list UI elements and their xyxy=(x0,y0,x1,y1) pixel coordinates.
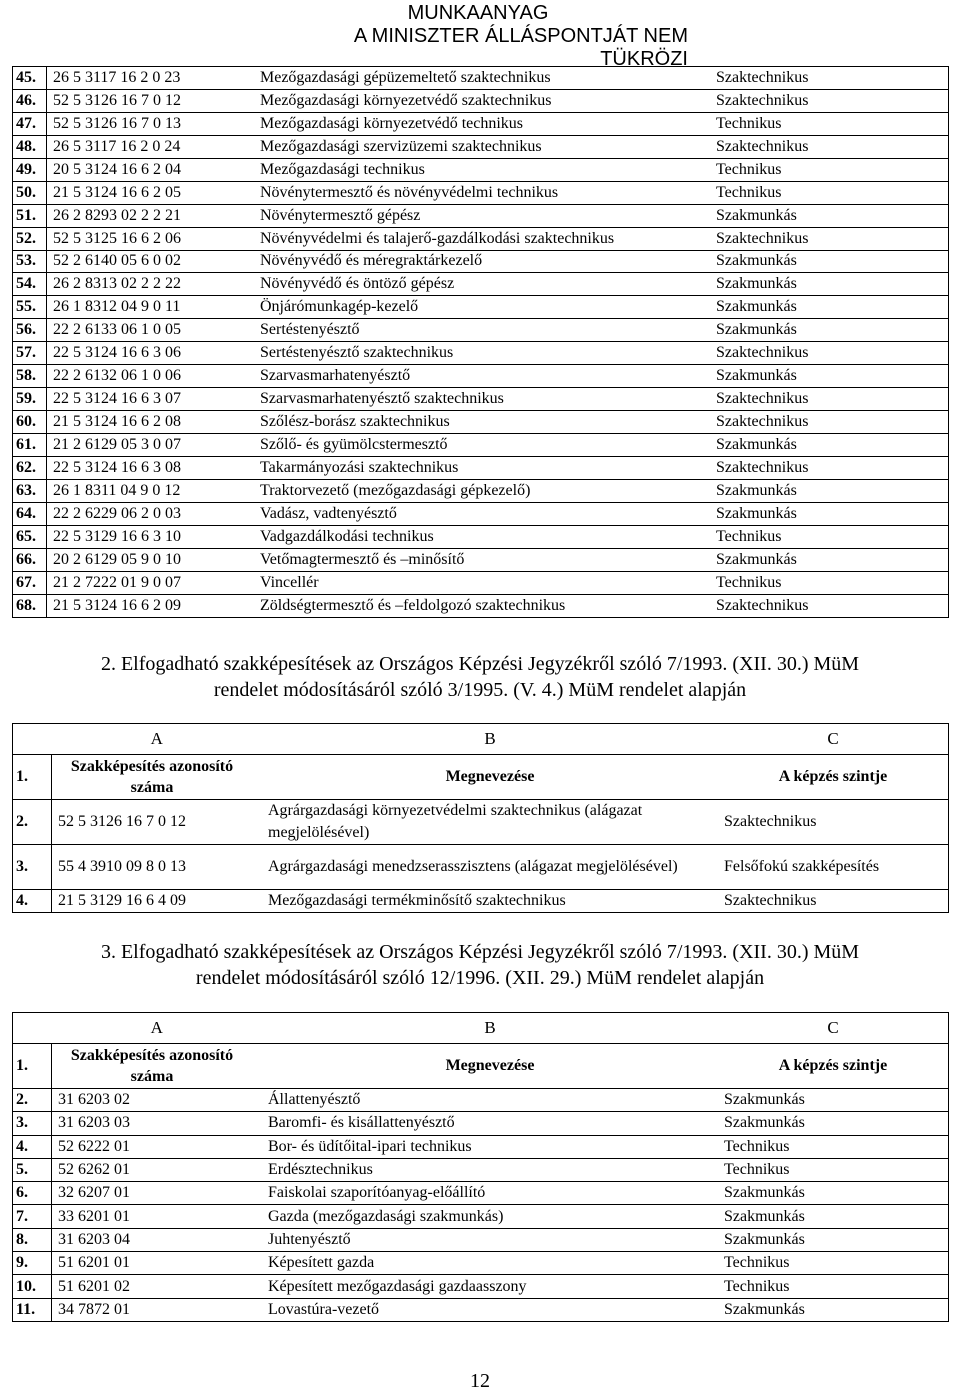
qualification-name: Baromfi- és kisállattenyésztő xyxy=(262,1112,718,1135)
table-row xyxy=(13,571,949,594)
qualification-level: Szakmunkás xyxy=(710,273,949,296)
col-b-letter: B xyxy=(484,1018,496,1037)
qualification-level: Technikus xyxy=(718,1135,949,1158)
row-number: 54. xyxy=(13,273,47,296)
qualification-code: 26 5 3117 16 2 0 23 xyxy=(47,67,255,90)
row-number: 10. xyxy=(13,1275,52,1298)
qualification-name: Növénytermesztő és növényvédelmi technikus xyxy=(254,181,710,204)
page-number: 12 xyxy=(470,1370,490,1392)
qualification-level: Technikus xyxy=(710,158,949,181)
table-row xyxy=(13,135,949,158)
row-number: 59. xyxy=(13,388,47,411)
qualification-code: 52 5 3125 16 6 2 06 xyxy=(47,227,255,250)
qualification-code: 21 5 3124 16 6 2 09 xyxy=(47,594,255,617)
qualification-name: Mezőgazdasági gépüzemeltető szaktechnikus xyxy=(254,67,710,90)
qualification-code: 52 2 6140 05 6 0 02 xyxy=(47,250,255,273)
qualification-code: 34 7872 01 xyxy=(52,1298,263,1321)
header-code: Szakképesítés azonosító száma xyxy=(52,755,263,800)
row-number: 62. xyxy=(13,456,47,479)
row-number: 46. xyxy=(13,89,47,112)
header-level: A képzés szintje xyxy=(718,755,949,800)
table-row xyxy=(13,365,949,388)
qualification-name: Mezőgazdasági termékminősítő szaktechnikus xyxy=(262,890,718,913)
qualification-level: Szaktechnikus xyxy=(710,135,949,158)
qualification-name: Szarvasmarhatenyésztő szaktechnikus xyxy=(254,388,710,411)
qualification-level: Szaktechnikus xyxy=(718,800,949,845)
qualification-code: 26 2 8293 02 2 2 21 xyxy=(47,204,255,227)
row-number: 2. xyxy=(13,800,52,845)
qualification-level: Technikus xyxy=(718,1158,949,1181)
table-row xyxy=(13,89,949,112)
qualification-code: 21 2 6129 05 3 0 07 xyxy=(47,434,255,457)
column-letter-row xyxy=(13,724,949,755)
header-num: 1. xyxy=(13,1044,52,1089)
qualification-level: Technikus xyxy=(710,571,949,594)
row-number: 4. xyxy=(13,890,52,913)
row-number: 51. xyxy=(13,204,47,227)
qualification-name: Bor- és üdítőital-ipari technikus xyxy=(262,1135,718,1158)
qualification-name: Juhtenyésztő xyxy=(262,1228,718,1251)
table-row xyxy=(13,800,949,845)
table-header-row xyxy=(13,1044,949,1089)
table-row xyxy=(13,1228,949,1251)
table-row xyxy=(13,388,949,411)
qualification-name: Vadgazdálkodási technikus xyxy=(254,525,710,548)
table-row xyxy=(13,502,949,525)
row-number: 4. xyxy=(13,1135,52,1158)
header-level: A képzés szintje xyxy=(718,1044,949,1089)
qualification-code: 31 6203 02 xyxy=(52,1089,263,1112)
col-c-letter: C xyxy=(827,729,839,748)
section-2-heading-line1: 2. Elfogadható szakképesítések az Országos Képzési Jegyzékről szóló 7/1993. (XII. 30.) MüM xyxy=(100,653,860,675)
section-3-heading xyxy=(0,939,960,991)
qualification-level: Szakmunkás xyxy=(718,1298,949,1321)
table-row xyxy=(13,1252,949,1275)
col-c-letter: C xyxy=(827,1018,839,1037)
qualification-level: Szakmunkás xyxy=(710,319,949,342)
qualification-level: Technikus xyxy=(718,1275,949,1298)
qualification-name: Szőlő- és gyümölcstermesztő xyxy=(254,434,710,457)
table-row xyxy=(13,342,949,365)
qualification-name: Erdésztechnikus xyxy=(262,1158,718,1181)
qualification-name: Sertéstenyésztő xyxy=(254,319,710,342)
qualification-level: Szakmunkás xyxy=(718,1182,949,1205)
row-number: 58. xyxy=(13,365,47,388)
watermark-line2: A MINISZTER ÁLLÁSPONTJÁT NEM TÜKRÖZI xyxy=(353,25,688,70)
row-number: 6. xyxy=(13,1182,52,1205)
qualification-level: Szakmunkás xyxy=(718,1112,949,1135)
qualification-code: 20 2 6129 05 9 0 10 xyxy=(47,548,255,571)
qualification-name: Szőlész-borász szaktechnikus xyxy=(254,411,710,434)
section-2-heading-line2: rendelet módosításáról szóló 3/1995. (V. 4.) MüM rendelet alapján xyxy=(213,679,747,701)
qualification-level: Szakmunkás xyxy=(718,1205,949,1228)
qualification-code: 52 5 3126 16 7 0 12 xyxy=(52,800,263,845)
qualification-level: Szaktechnikus xyxy=(718,890,949,913)
row-number: 9. xyxy=(13,1252,52,1275)
table-row xyxy=(13,890,949,913)
table-row xyxy=(13,1135,949,1158)
table-row xyxy=(13,250,949,273)
table-row xyxy=(13,434,949,457)
qualification-code: 22 5 3124 16 6 3 06 xyxy=(47,342,255,365)
header-num: 1. xyxy=(13,755,52,800)
table-row xyxy=(13,158,949,181)
qualification-name: Gazda (mezőgazdasági szakmunkás) xyxy=(262,1205,718,1228)
qualification-level: Szaktechnikus xyxy=(710,388,949,411)
qualification-name: Képesített gazda xyxy=(262,1252,718,1275)
qualification-level: Technikus xyxy=(710,112,949,135)
row-number: 49. xyxy=(13,158,47,181)
qualifications-table-3 xyxy=(12,1012,949,1322)
qualification-name: Traktorvezető (mezőgazdasági gépkezelő) xyxy=(254,479,710,502)
qualification-name: Agrárgazdasági menedzserasszisztens (alágazat megjelölésével) xyxy=(262,845,718,890)
col-b-letter: B xyxy=(484,729,496,748)
qualification-level: Szakmunkás xyxy=(718,1089,949,1112)
table-row xyxy=(13,456,949,479)
qualification-name: Mezőgazdasági szervizüzemi szaktechnikus xyxy=(254,135,710,158)
header-name: Megnevezése xyxy=(262,755,718,800)
qualification-level: Szakmunkás xyxy=(710,502,949,525)
qualification-code: 21 5 3124 16 6 2 08 xyxy=(47,411,255,434)
qualification-code: 22 5 3129 16 6 3 10 xyxy=(47,525,255,548)
row-number: 47. xyxy=(13,112,47,135)
qualification-name: Képesített mezőgazdasági gazdaasszony xyxy=(262,1275,718,1298)
qualification-code: 22 2 6229 06 2 0 03 xyxy=(47,502,255,525)
row-number: 55. xyxy=(13,296,47,319)
qualification-level: Szakmunkás xyxy=(710,365,949,388)
qualification-level: Szaktechnikus xyxy=(710,342,949,365)
header-code: Szakképesítés azonosító száma xyxy=(52,1044,263,1089)
table-row xyxy=(13,1112,949,1135)
qualification-level: Szaktechnikus xyxy=(710,594,949,617)
table-row xyxy=(13,181,949,204)
qualification-name: Lovastúra-vezető xyxy=(262,1298,718,1321)
row-number: 7. xyxy=(13,1205,52,1228)
table-row xyxy=(13,594,949,617)
table-row xyxy=(13,296,949,319)
qualification-name: Önjárómunkagép-kezelő xyxy=(254,296,710,319)
qualification-level: Szakmunkás xyxy=(710,548,949,571)
qualification-code: 26 1 8311 04 9 0 12 xyxy=(47,479,255,502)
row-number: 60. xyxy=(13,411,47,434)
col-a-letter: A xyxy=(150,729,163,748)
qualification-code: 51 6201 02 xyxy=(52,1275,263,1298)
col-a-letter: A xyxy=(150,1018,163,1037)
qualification-code: 51 6201 01 xyxy=(52,1252,263,1275)
qualification-level: Szakmunkás xyxy=(710,296,949,319)
qualification-code: 22 5 3124 16 6 3 08 xyxy=(47,456,255,479)
qualification-name: Mezőgazdasági technikus xyxy=(254,158,710,181)
qualifications-table-2 xyxy=(12,723,949,913)
qualification-name: Zöldségtermesztő és –feldolgozó szaktechnikus xyxy=(254,594,710,617)
qualification-code: 32 6207 01 xyxy=(52,1182,263,1205)
table-row xyxy=(13,479,949,502)
qualification-code: 33 6201 01 xyxy=(52,1205,263,1228)
section-3-heading-line2: rendelet módosításáról szóló 12/1996. (XII. 29.) MüM rendelet alapján xyxy=(195,967,765,989)
qualification-name: Szarvasmarhatenyésztő xyxy=(254,365,710,388)
qualification-code: 52 5 3126 16 7 0 13 xyxy=(47,112,255,135)
qualification-code: 20 5 3124 16 6 2 04 xyxy=(47,158,255,181)
table-row xyxy=(13,525,949,548)
qualification-code: 22 5 3124 16 6 3 07 xyxy=(47,388,255,411)
qualification-name: Állattenyésztő xyxy=(262,1089,718,1112)
qualification-code: 21 2 7222 01 9 0 07 xyxy=(47,571,255,594)
watermark-line1: MUNKAANYAG xyxy=(407,2,549,24)
table-row xyxy=(13,548,949,571)
qualification-code: 31 6203 03 xyxy=(52,1112,263,1135)
section-3-heading-line1: 3. Elfogadható szakképesítések az Országos Képzési Jegyzékről szóló 7/1993. (XII. 30.) MüM xyxy=(100,941,860,963)
qualification-code: 21 5 3124 16 6 2 05 xyxy=(47,181,255,204)
qualifications-table-1 xyxy=(12,66,949,618)
qualification-level: Technikus xyxy=(710,525,949,548)
row-number: 67. xyxy=(13,571,47,594)
table-row xyxy=(13,411,949,434)
qualification-code: 52 6262 01 xyxy=(52,1158,263,1181)
qualification-level: Szakmunkás xyxy=(710,250,949,273)
table-row xyxy=(13,67,949,90)
table-row xyxy=(13,1275,949,1298)
qualification-level: Szakmunkás xyxy=(718,1228,949,1251)
row-number: 61. xyxy=(13,434,47,457)
qualification-name: Mezőgazdasági környezetvédő technikus xyxy=(254,112,710,135)
table-row xyxy=(13,1158,949,1181)
column-letter-row xyxy=(13,1013,949,1044)
row-number: 53. xyxy=(13,250,47,273)
qualification-name: Növényvédő és méregraktárkezelő xyxy=(254,250,710,273)
section-2-heading xyxy=(0,651,960,703)
qualification-code: 22 2 6132 06 1 0 06 xyxy=(47,365,255,388)
table-row xyxy=(13,1089,949,1112)
qualification-code: 31 6203 04 xyxy=(52,1228,263,1251)
table-row xyxy=(13,1182,949,1205)
table-row xyxy=(13,112,949,135)
row-number: 45. xyxy=(13,67,47,90)
qualification-name: Agrárgazdasági környezetvédelmi szaktechnikus (alágazat megjelölésével) xyxy=(262,800,718,845)
qualification-code: 52 6222 01 xyxy=(52,1135,263,1158)
qualification-name: Növényvédő és öntöző gépész xyxy=(254,273,710,296)
row-number: 11. xyxy=(13,1298,52,1321)
row-number: 52. xyxy=(13,227,47,250)
qualification-level: Szakmunkás xyxy=(710,479,949,502)
qualification-level: Szaktechnikus xyxy=(710,411,949,434)
qualification-code: 21 5 3129 16 6 4 09 xyxy=(52,890,263,913)
qualification-code: 26 2 8313 02 2 2 22 xyxy=(47,273,255,296)
qualification-name: Sertéstenyésztő szaktechnikus xyxy=(254,342,710,365)
table-row xyxy=(13,204,949,227)
row-number: 57. xyxy=(13,342,47,365)
qualification-name: Takarmányozási szaktechnikus xyxy=(254,456,710,479)
qualification-level: Szaktechnikus xyxy=(710,89,949,112)
qualification-code: 52 5 3126 16 7 0 12 xyxy=(47,89,255,112)
qualification-level: Szaktechnikus xyxy=(710,456,949,479)
qualification-level: Szakmunkás xyxy=(710,204,949,227)
qualification-name: Növényvédelmi és talajerő-gazdálkodási szaktechnikus xyxy=(254,227,710,250)
table-row xyxy=(13,1298,949,1321)
qualification-level: Szakmunkás xyxy=(710,434,949,457)
row-number: 48. xyxy=(13,135,47,158)
row-number: 64. xyxy=(13,502,47,525)
watermark xyxy=(268,2,688,71)
header-name: Megnevezése xyxy=(262,1044,718,1089)
row-number: 3. xyxy=(13,1112,52,1135)
qualification-name: Faiskolai szaporítóanyag-előállító xyxy=(262,1182,718,1205)
qualification-code: 26 5 3117 16 2 0 24 xyxy=(47,135,255,158)
qualification-level: Technikus xyxy=(710,181,949,204)
qualification-name: Növénytermesztő gépész xyxy=(254,204,710,227)
qualification-code: 55 4 3910 09 8 0 13 xyxy=(52,845,263,890)
table-header-row xyxy=(13,755,949,800)
qualification-code: 22 2 6133 06 1 0 05 xyxy=(47,319,255,342)
row-number: 8. xyxy=(13,1228,52,1251)
qualification-code: 26 1 8312 04 9 0 11 xyxy=(47,296,255,319)
row-number: 3. xyxy=(13,845,52,890)
table-row xyxy=(13,273,949,296)
row-number: 63. xyxy=(13,479,47,502)
table-row xyxy=(13,845,949,890)
row-number: 66. xyxy=(13,548,47,571)
table-row xyxy=(13,227,949,250)
qualification-name: Mezőgazdasági környezetvédő szaktechnikus xyxy=(254,89,710,112)
row-number: 50. xyxy=(13,181,47,204)
row-number: 56. xyxy=(13,319,47,342)
qualification-level: Szaktechnikus xyxy=(710,67,949,90)
qualification-name: Vetőmagtermesztő és –minősítő xyxy=(254,548,710,571)
row-number: 5. xyxy=(13,1158,52,1181)
table-row xyxy=(13,319,949,342)
row-number: 68. xyxy=(13,594,47,617)
qualification-name: Vincellér xyxy=(254,571,710,594)
row-number: 65. xyxy=(13,525,47,548)
qualification-level: Technikus xyxy=(718,1252,949,1275)
qualification-level: Szaktechnikus xyxy=(710,227,949,250)
qualification-level: Felsőfokú szakképesítés xyxy=(718,845,949,890)
table-row xyxy=(13,1205,949,1228)
row-number: 2. xyxy=(13,1089,52,1112)
qualification-name: Vadász, vadtenyésztő xyxy=(254,502,710,525)
